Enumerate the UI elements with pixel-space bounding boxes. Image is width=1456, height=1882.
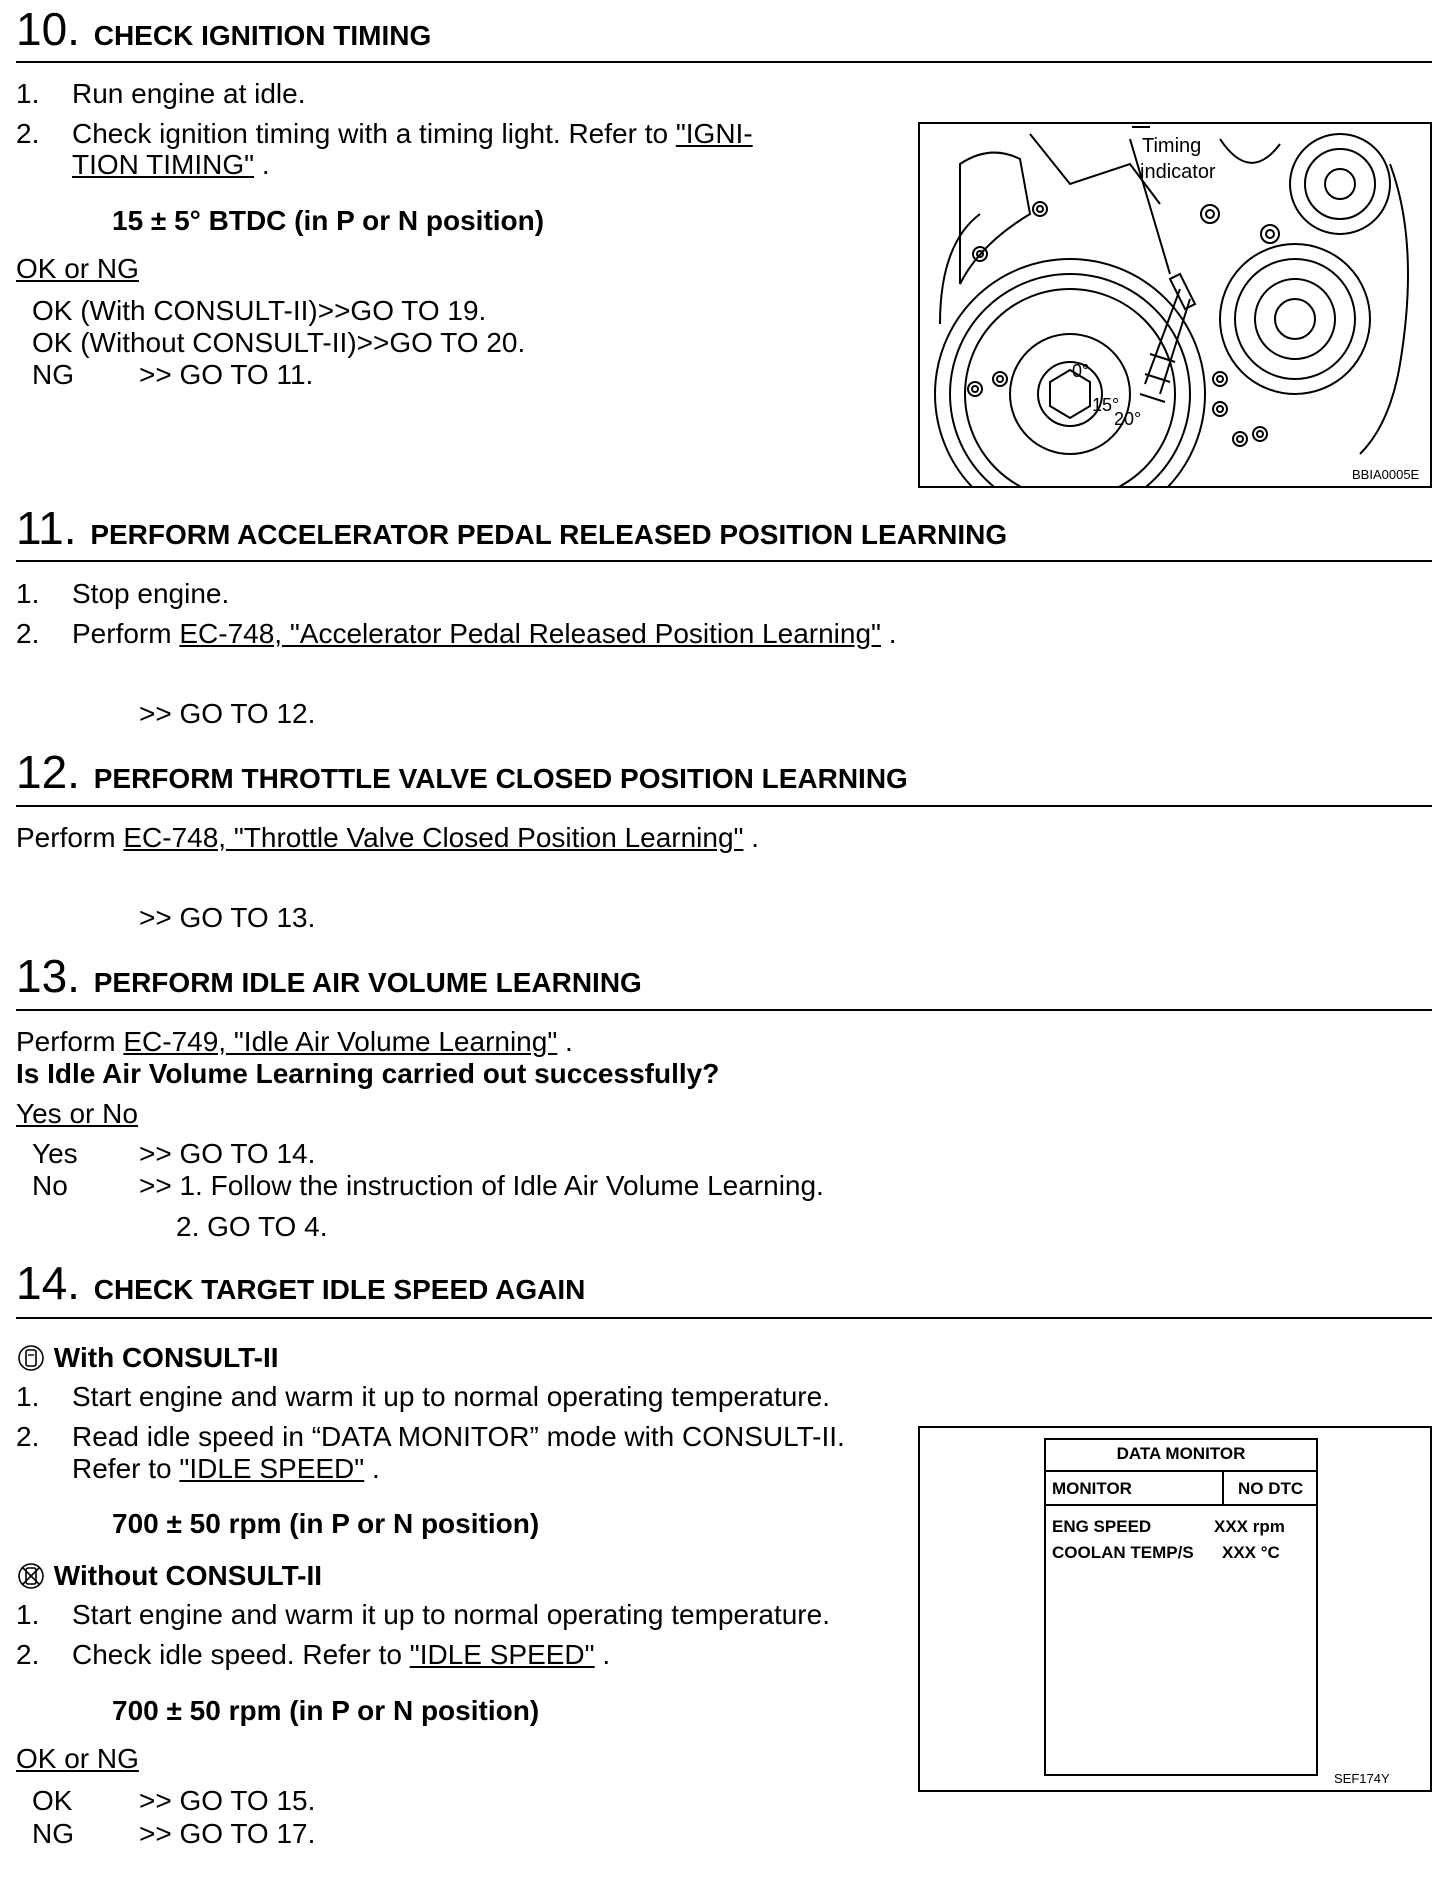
spec-value: 15 ± 5° BTDC (in P or N position) (112, 205, 545, 236)
step-text-part: Refer to (72, 1453, 180, 1484)
result-line: OK (With CONSULT-II)>>GO TO 19. (32, 295, 487, 326)
result-key: NG (32, 359, 74, 390)
step-text-part: . (594, 1639, 611, 1670)
result-value: >> 1. Follow the instruction of Idle Air Volume Learning. (139, 1170, 824, 1201)
monitor-row-label: ENG SPEED (1052, 1517, 1152, 1536)
figure-code: BBIA0005E (1352, 467, 1420, 482)
without-consult-title: Without CONSULT-II (53, 1560, 323, 1591)
section-title: PERFORM ACCELERATOR PEDAL RELEASED POSITION LEARNING (90, 519, 1008, 550)
question: Is Idle Air Volume Learning carried out successfully? (16, 1058, 720, 1089)
step-number: 1. (16, 578, 40, 609)
figure-mark: 20° (1114, 409, 1142, 429)
monitor-divider (1046, 1504, 1316, 1506)
figure-label: indicator (1140, 161, 1216, 183)
section-11-heading (16, 502, 1008, 554)
paragraph-text: Perform (16, 822, 124, 853)
section-divider (16, 560, 1432, 562)
step-number: 1. (16, 1599, 40, 1630)
step-text (72, 151, 270, 179)
idler-pulley (1220, 244, 1370, 394)
monitor-row-value: XXX rpm (1214, 1517, 1285, 1536)
result-value: 2. GO TO 4. (176, 1211, 328, 1242)
step-text-part: . (254, 149, 270, 180)
section-title: CHECK TARGET IDLE SPEED AGAIN (93, 1274, 586, 1305)
ignition-timing-link[interactable]: "IGNI- (675, 118, 753, 149)
result-value: >> GO TO 14. (139, 1138, 316, 1169)
ignition-timing-link[interactable]: TION TIMING" (72, 149, 255, 180)
monitor-row-label: COOLAN TEMP/S (1052, 1543, 1194, 1562)
section-divider (16, 61, 1432, 63)
ok-ng-title: OK or NG (16, 253, 139, 284)
section-13-heading (16, 950, 642, 1002)
without-consult-heading (16, 1561, 322, 1591)
section-number: 12. (16, 746, 80, 798)
paragraph-text: Perform (16, 1026, 124, 1057)
section-12-heading (16, 746, 908, 798)
idle-speed-link[interactable]: "IDLE SPEED" (409, 1639, 595, 1670)
idle-air-volume-learning-link[interactable]: EC-749, "Idle Air Volume Learning" (123, 1026, 558, 1057)
result-value: >> GO TO 11. (139, 359, 314, 390)
section-number: 13. (16, 950, 80, 1002)
result-key: OK (32, 1785, 73, 1816)
paragraph-text: . (557, 1026, 573, 1057)
spec-value: 700 ± 50 rpm (in P or N position) (112, 1695, 540, 1726)
step-text: Start engine and warm it up to normal operating temperature. (72, 1599, 830, 1630)
step-text: Start engine and warm it up to normal operating temperature. (72, 1381, 830, 1412)
step-text (72, 620, 897, 648)
goto-line: >> GO TO 12. (139, 698, 316, 729)
paragraph (16, 824, 759, 852)
step-number: 2. (16, 1421, 40, 1452)
monitor-col-header: NO DTC (1238, 1479, 1304, 1498)
step-text-part: Perform (72, 618, 180, 649)
step-number: 2. (16, 1639, 40, 1670)
spec-value: 700 ± 50 rpm (in P or N position) (112, 1508, 540, 1539)
step-text-part: Check idle speed. Refer to (72, 1639, 410, 1670)
result-value: >> GO TO 17. (139, 1818, 316, 1849)
figure-mark: 15° (1092, 395, 1120, 415)
section-title: PERFORM THROTTLE VALVE CLOSED POSITION LEARNING (93, 763, 908, 794)
section-title: CHECK IGNITION TIMING (93, 20, 432, 51)
figure-label: Timing (1142, 135, 1202, 157)
throttle-valve-learning-link[interactable]: EC-748, "Throttle Valve Closed Position Learning" (123, 822, 744, 853)
idle-speed-link[interactable]: "IDLE SPEED" (179, 1453, 365, 1484)
step-number: 2. (16, 618, 40, 649)
section-divider (16, 1317, 1432, 1319)
consult-icon (16, 1343, 46, 1373)
ignition-timing-figure (918, 122, 1432, 488)
section-10-heading (16, 3, 432, 55)
step-text: Stop engine. (72, 578, 230, 609)
step-number: 2. (16, 118, 40, 149)
step-text-part: Check ignition timing with a timing light. Refer to (72, 118, 676, 149)
step-text-part: . (880, 618, 897, 649)
ok-ng-title: OK or NG (16, 1743, 139, 1774)
engine-block-outline (960, 153, 1030, 284)
section-divider (16, 805, 1432, 807)
result-key: No (32, 1170, 68, 1201)
paragraph (16, 1028, 573, 1056)
section-number: 10. (16, 3, 80, 55)
with-consult-title: With CONSULT-II (53, 1342, 279, 1373)
step-number: 1. (16, 1381, 40, 1412)
crank-pulley (935, 259, 1205, 486)
no-consult-icon (16, 1561, 46, 1591)
data-monitor-figure (918, 1426, 1432, 1792)
section-number: 14. (16, 1257, 80, 1309)
with-consult-heading (16, 1343, 279, 1373)
section-14-heading (16, 1257, 586, 1309)
yes-no-title: Yes or No (16, 1098, 138, 1129)
step-text (72, 1641, 610, 1669)
monitor-title: DATA MONITOR (1116, 1444, 1246, 1463)
monitor-col-header: MONITOR (1052, 1479, 1132, 1498)
section-divider (16, 1009, 1432, 1011)
result-key: NG (32, 1818, 74, 1849)
figure-mark: 0° (1072, 361, 1090, 381)
result-key: Yes (32, 1138, 78, 1169)
figure-code: SEF174Y (1334, 1771, 1390, 1786)
step-text: Run engine at idle. (72, 78, 306, 109)
section-number: 11. (16, 502, 77, 554)
paragraph-text: . (743, 822, 760, 853)
section-title: PERFORM IDLE AIR VOLUME LEARNING (93, 967, 642, 998)
step-number: 1. (16, 78, 40, 109)
monitor-col-divider (1222, 1472, 1224, 1504)
accelerator-pedal-learning-link[interactable]: EC-748, "Accelerator Pedal Released Position Learning" (179, 618, 881, 649)
monitor-divider (1046, 1470, 1316, 1472)
result-line: OK (Without CONSULT-II)>>GO TO 20. (32, 327, 526, 358)
monitor-row-value: XXX °C (1222, 1543, 1280, 1562)
step-text (72, 120, 753, 148)
step-text: Read idle speed in “DATA MONITOR” mode with CONSULT-II. (72, 1421, 845, 1452)
data-monitor-screen (1044, 1438, 1318, 1776)
step-text-part: . (364, 1453, 380, 1484)
result-value: >> GO TO 15. (139, 1785, 316, 1816)
goto-line: >> GO TO 13. (139, 902, 316, 933)
step-text (72, 1455, 380, 1483)
